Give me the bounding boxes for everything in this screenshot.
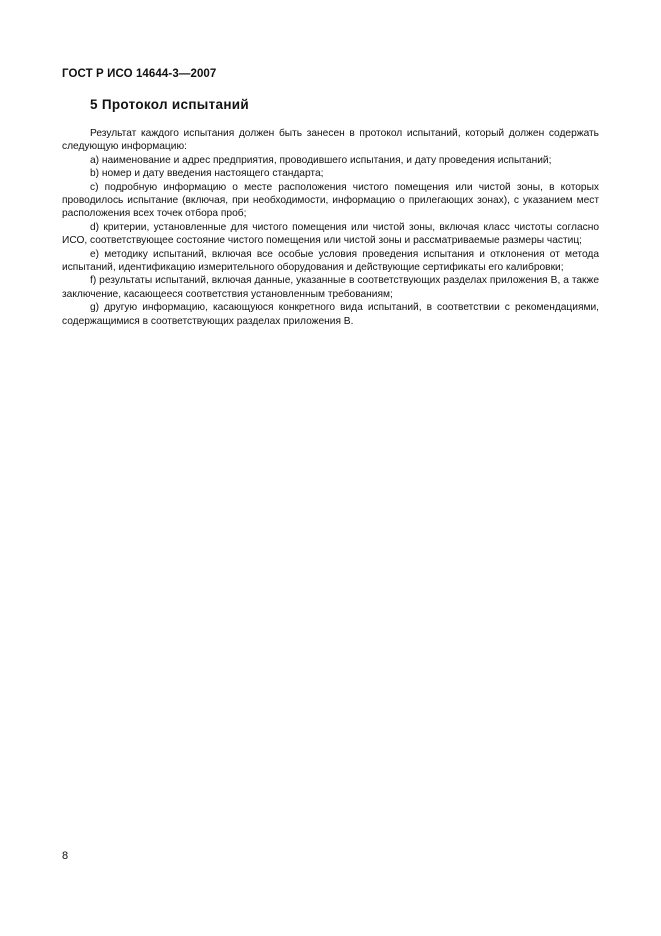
section-body [62, 127, 599, 328]
list-item-e: e) методику испытаний, включая все особые условия проведения испытания и отклонения от метода испытаний, идентификацию измерительного оборудования и действующие сертификаты его калибровки; [62, 248, 599, 274]
list-item-d: d) критерии, установленные для чистого помещения или чистой зоны, включая класс чистоты согласно ИСО, соответствующее состояние чистого помещения или чистой зоны и рассматриваемые размеры частиц; [62, 221, 599, 247]
list-item-f: f) результаты испытаний, включая данные, указанные в соответствующих разделах приложения В, а также заключение, касающееся соответствия установленным требованиям; [62, 275, 599, 300]
list-item-g: g) другую информацию, касающуюся конкретного вида испытаний, в соответствии с рекомендациями, содержащимися в соответствующих разделах приложения В. [62, 302, 599, 327]
list-item-c: c) подробную информацию о месте расположения чистого помещения или чистой зоны, в которых проводилось испытание (включая, при необходимости, информацию о прилегающих зонах), с указанием мест расположения всех точек отбора проб; [62, 181, 599, 220]
section-title: 5 Протокол испытаний [90, 97, 249, 112]
document-header: ГОСТ Р ИСО 14644-3—2007 [62, 68, 217, 80]
page-number: 8 [62, 850, 69, 862]
list-item-b: b) номер и дату введения настоящего стандарта; [90, 168, 324, 180]
intro-paragraph: Результат каждого испытания должен быть занесен в протокол испытаний, который должен содержать следующую информацию: [62, 128, 599, 153]
list-item-a: a) наименование и адрес предприятия, проводившего испытания, и дату проведения испытаний; [90, 154, 552, 166]
